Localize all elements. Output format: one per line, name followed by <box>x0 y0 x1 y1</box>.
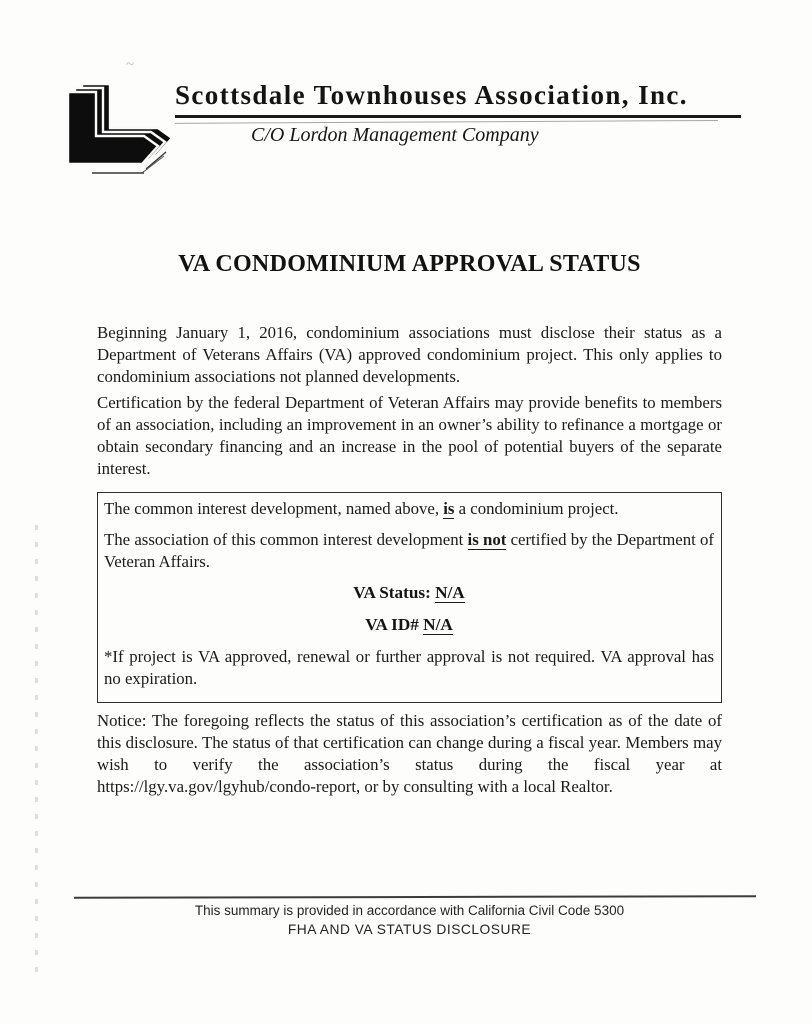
certification-statement <box>104 529 714 573</box>
footer-civil-code: This summary is provided in accordance with California Civil Code 5300 <box>194 903 625 918</box>
va-status-label: VA Status: <box>353 583 436 602</box>
va-status-box <box>97 492 722 703</box>
va-id-value: N/A <box>423 615 453 634</box>
is-emphasis: is <box>443 499 455 518</box>
footer-rule <box>74 895 756 898</box>
footer-disclosure-title: FHA AND VA STATUS DISCLOSURE <box>287 922 532 937</box>
company-name: Scottsdale Townhouses Association, Inc. <box>175 80 741 118</box>
condo-project-statement <box>104 498 714 520</box>
statement-text: The association of this common interest development <box>104 530 468 549</box>
scan-artifact-strip <box>35 525 38 983</box>
letterhead <box>175 80 741 147</box>
notice-paragraph: Notice: The foregoing reflects the status of this association’s certification as of the date of this disclosure. The status of that certification can change during a fiscal year. Members may wish to verify the association’s status during the fiscal year at https://lgy.va.gov/lgyhub/condo-report, or by consulting with a local Realtor. <box>97 711 722 796</box>
scan-artifact-mark: ~ <box>126 57 135 73</box>
va-status-line <box>104 582 714 604</box>
va-status-value: N/A <box>435 583 465 602</box>
va-id-label: VA ID# <box>365 615 424 634</box>
certification-benefits-paragraph: Certification by the federal Department of Veteran Affairs may provide benefits to members of an association, including an improvement in an owner’s ability to refinance a mortgage or obtain secondary financing and an increase in the pool of potential buyers of the separate interest. <box>97 393 722 478</box>
va-id-line <box>104 614 714 636</box>
stacked-pages-l-logo-icon <box>62 76 178 184</box>
page-title: VA CONDOMINIUM APPROVAL STATUS <box>178 251 641 277</box>
intro-paragraph: Beginning January 1, 2016, condominium associations must disclose their status as a Department of Veterans Affairs (VA) approved condominium project. This only applies to condominium associations not planned developments. <box>97 323 722 386</box>
approval-footnote: *If project is VA approved, renewal or further approval is not required. VA approval has no expiration. <box>104 647 714 688</box>
statement-text: a condominium project. <box>454 499 619 518</box>
statement-text: certified by the Department of Veteran Affairs. <box>104 530 715 571</box>
management-company: C/O Lordon Management Company <box>251 124 539 147</box>
statement-text: The common interest development, named above, <box>104 499 444 518</box>
is-not-emphasis: is not <box>467 530 507 549</box>
